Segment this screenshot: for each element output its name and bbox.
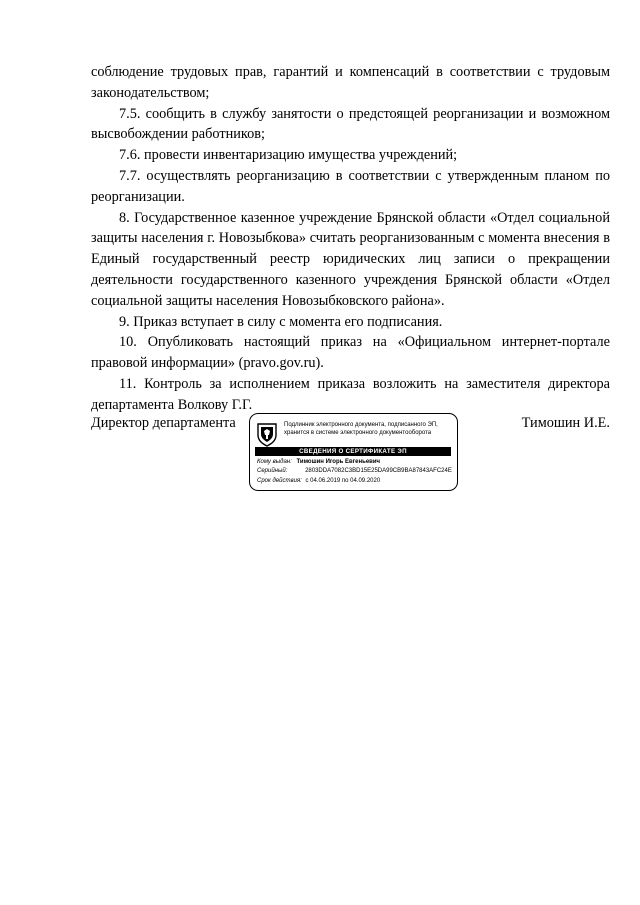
paragraph-7-5: 7.5. сообщить в службу занятости о предстоящей реорганизации и возможном высвобождении работников; [91, 105, 610, 143]
document-body [91, 62, 610, 416]
stamp-note: Подлинник электронного документа, подписанного ЭП, хранится в системе электронного документооборота [284, 422, 438, 436]
paragraph-8: 8. Государственное казенное учреждение Брянской области «Отдел социальной защиты населения г. Новозыбкова» считать реорганизованным с момента внесения в Единый государственный реестр юридических лиц записи о прекращении деятельности государственного казенного учреждения Брянской области «Отдел социальной защиты населения Новозыбковского района». [91, 209, 610, 309]
stamp-serial-row [257, 467, 452, 475]
paragraph-labor-law: соблюдение трудовых прав, гарантий и компенсаций в соответствии с трудовым законодательством; [91, 64, 610, 101]
e-signature-stamp [249, 413, 458, 491]
paragraph-9: 9. Приказ вступает в силу с момента его подписания. [119, 313, 443, 330]
signature-block [91, 413, 610, 503]
stamp-issued-to-row [257, 458, 380, 466]
paragraph-10: 10. Опубликовать настоящий приказ на «Официальном интернет-портале правовой информации» (pravo.gov.ru). [91, 334, 610, 372]
paragraph-11: 11. Контроль за исполнением приказа возложить на заместителя директора департамента Волкову Г.Г. [91, 375, 610, 413]
issued-to-label: Кому выдан: [257, 459, 292, 465]
certificate-serial: 2803DDA7082C3BD15E25DA99CB9BA87843AFC24E [305, 468, 452, 474]
certificate-owner: Тимошин Игорь Евгеньевич [296, 459, 381, 465]
stamp-header: СВЕДЕНИЯ О СЕРТИФИКАТЕ ЭП [255, 447, 451, 456]
paragraph-7-6: 7.6. провести инвентаризацию имущества учреждений; [119, 147, 458, 164]
signer-position: Директор департамента [91, 415, 236, 431]
stamp-validity-row [257, 477, 380, 485]
certificate-validity: с 04.06.2019 по 04.09.2020 [305, 478, 381, 484]
signer-name: Тимошин И.Е. [521, 415, 610, 431]
coat-of-arms-icon [256, 421, 278, 447]
validity-label: Срок действия: [257, 478, 302, 484]
paragraph-7-7: 7.7. осуществлять реорганизацию в соответствии с утвержденным планом по реорганизации. [91, 167, 610, 205]
serial-label: Серийный: [257, 468, 288, 474]
